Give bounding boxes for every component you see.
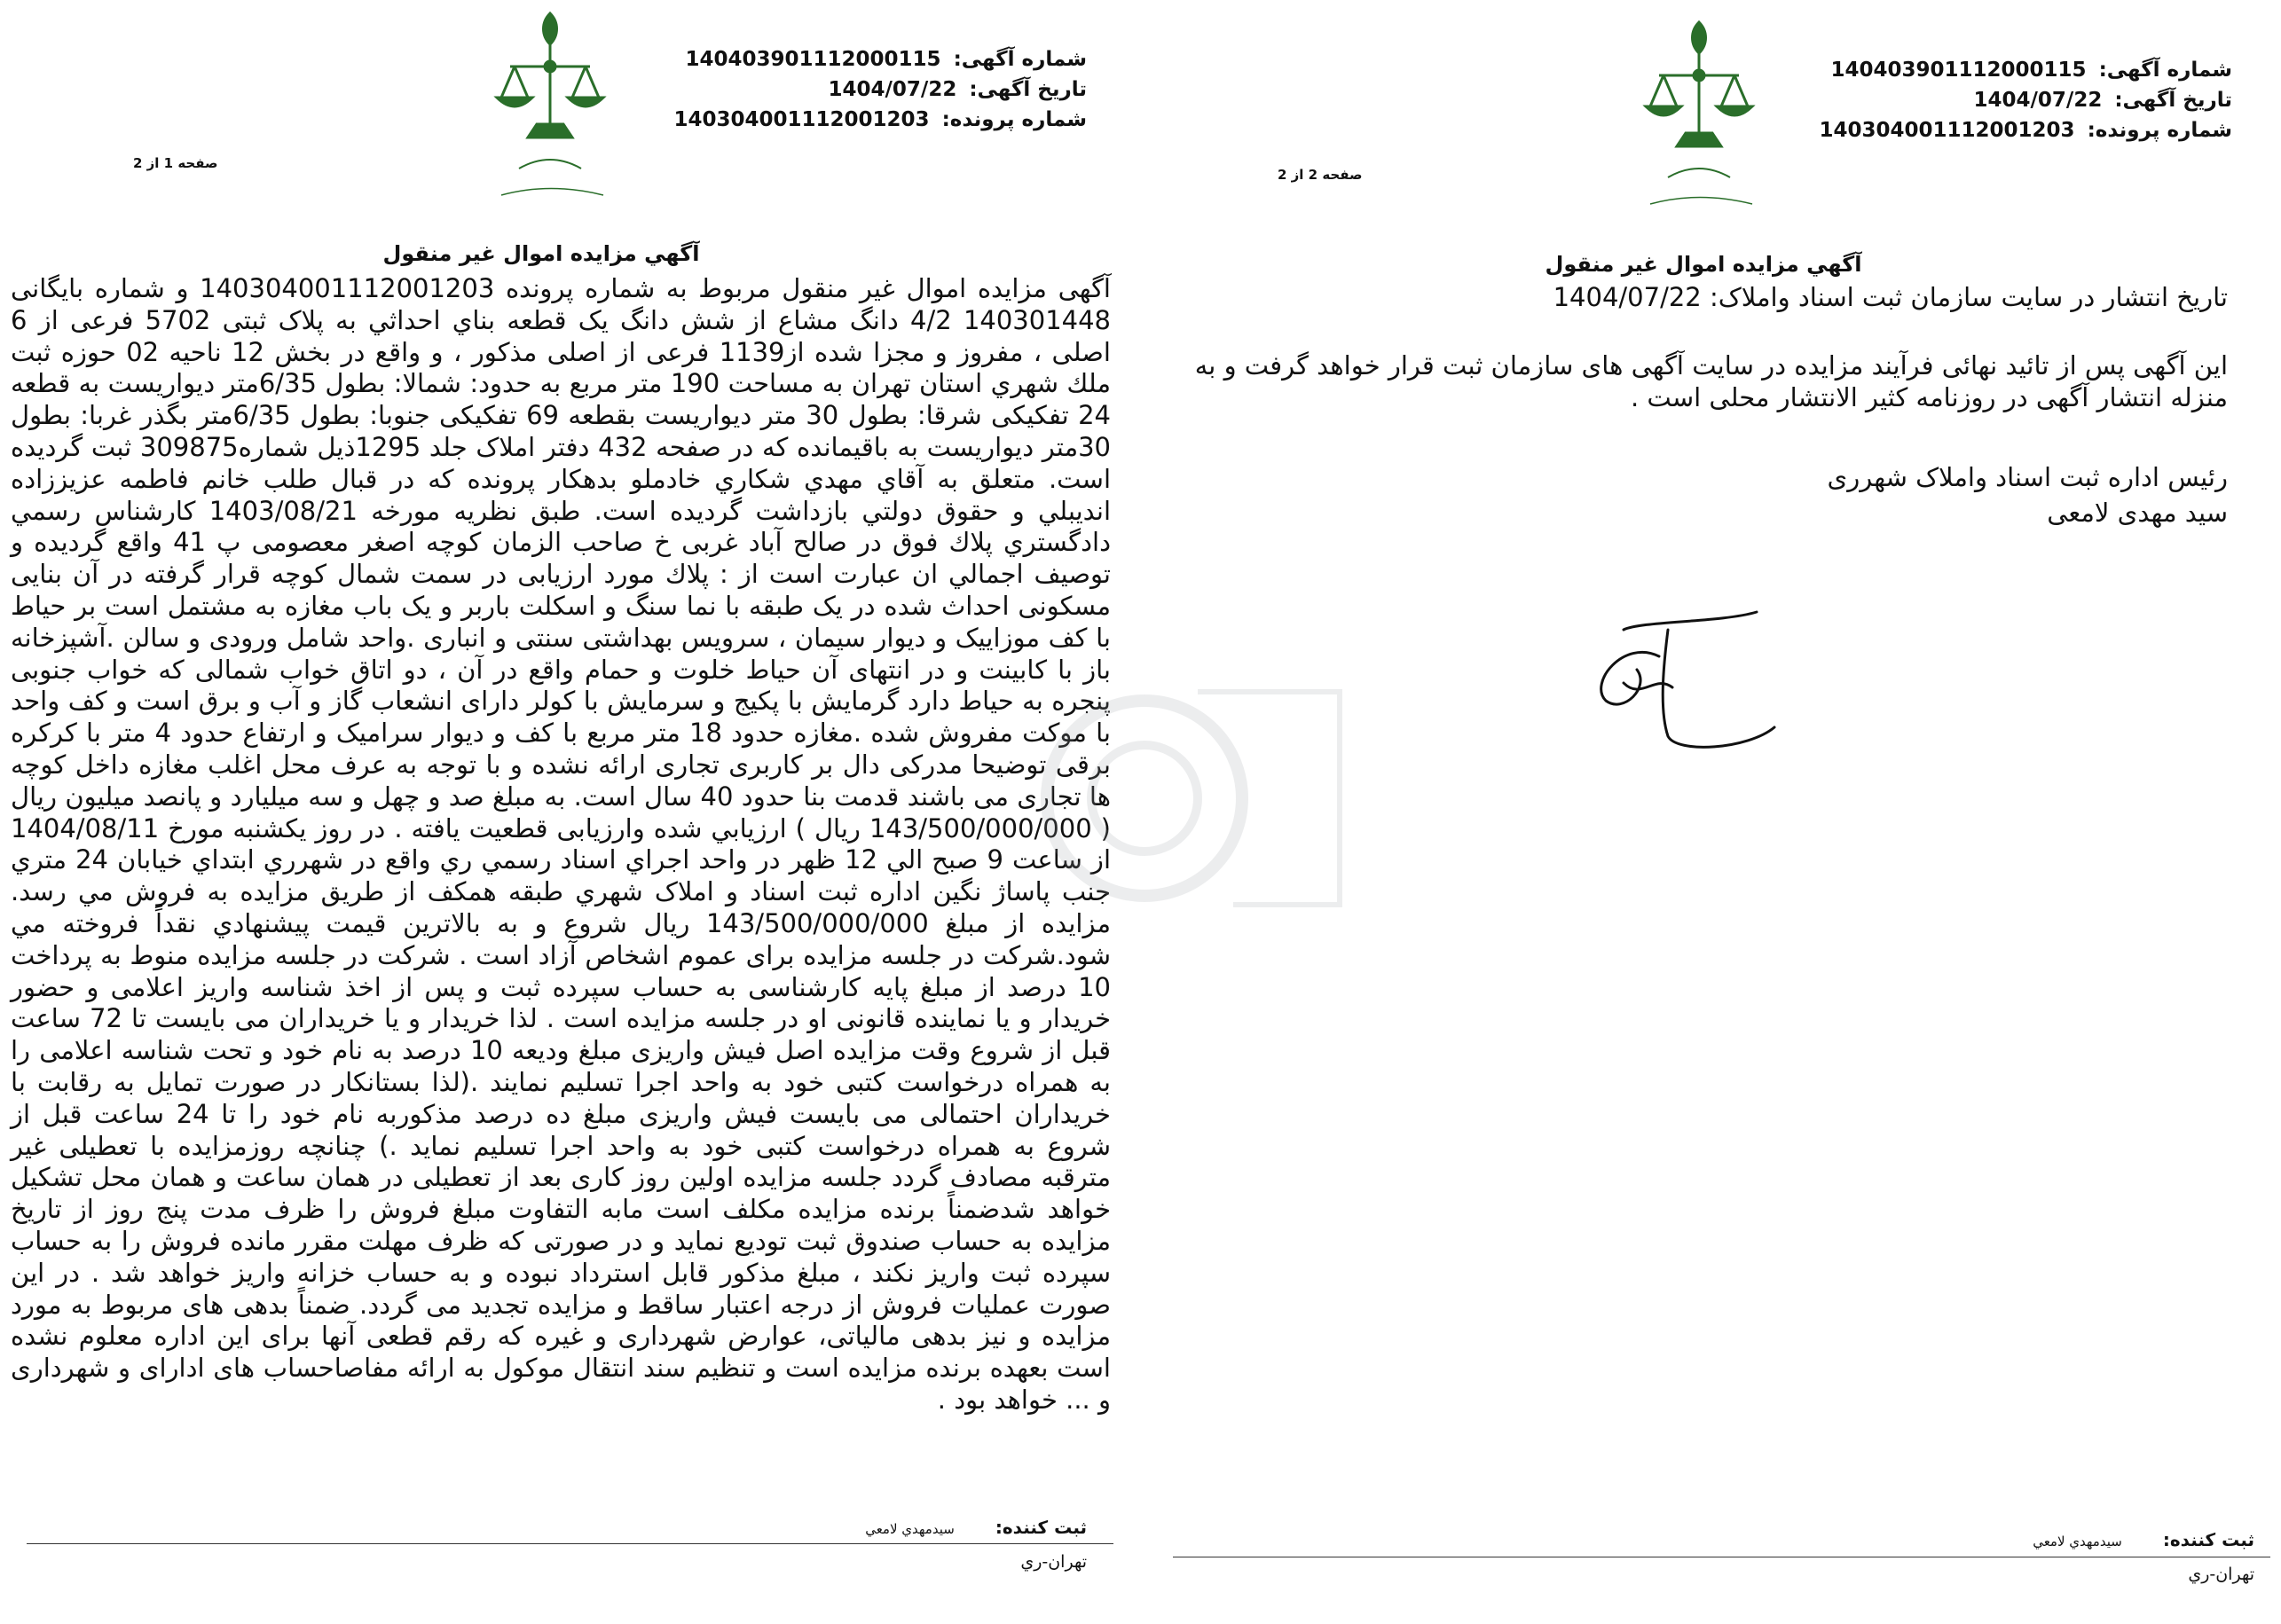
registrar-name: سیدمهدي لامعي	[865, 1521, 955, 1537]
footer-divider	[27, 1543, 1113, 1544]
ad-number-label: شماره آگهی:	[953, 48, 1087, 71]
case-number-row	[1819, 115, 2232, 145]
ad-number-row	[1819, 55, 2232, 85]
case-number: 140304001112001203	[673, 108, 930, 131]
registrar	[865, 1517, 1087, 1538]
case-number-label: شماره پرونده:	[2087, 119, 2232, 142]
ad-meta	[673, 44, 1087, 135]
ad-date-label: تاریخ آگهی:	[969, 78, 1087, 101]
auction-body-text: آگهی مزایده اموال غیر منقول مربوط به شماره پرونده 140304001112001203 و شماره بایگانی 140301448 4/2 دانگ مشاع از شش دانگ يک قطعه بناي احداثي به پلاک ثبتی 5702 فرعی از 6 اصلی ، مفروز و مجزا شده از1139 فرعی از اصلی مذکور ، و واقع در بخش 12 ناحيه 02 حوزه ثبت ملك شهري استان تهران به مساحت 190 متر مربع به حدود: شمالا: بطول 6/35متر ديواريست به قطعه 24 تفکيکی شرقا: بطول 30 متر ديواريست بقطعه 69 تفکيکی جنوبا: بطول 6/35متر بگذر غربا: بطول 30متر ديواريست به باقيمانده كه در صفحه 432 دفتر املاک جلد 1295ذيل شماره309875 ثبت گرديده است. متعلق به آقاي مهدي شکاري خادملو بدهكار پرونده كه در قبال طلب خانم فاطمه عزيززاده انديبلي و حقوق دولتي بازداشت گرديده است. طبق نظریه مورخه 1403/08/21 کارشناس رسمي دادگستري پلاك فوق در صالح آباد غربی خ صاحب الزمان کوچه اصغر معصومی پ 41 واقع گرديده و توصيف اجمالي ان عبارت است از : پلاك مورد ارزیابی در سمت شمال کوچه قرار گرفته در آن بنایی مسکونی احداث شده در یک طبقه با نما سنگ و اسکلت باربر و یک باب مغازه به مشتمل است بر حیاط با کف موزاییک و دیوار سیمان ، سرویس بهداشتی سنتی و انباری .واحد شامل ورودی و سالن .آشپزخانه باز با کابینت و در انتهای آن حیاط خلوت و حمام واقع در آن ، دو اتاق خواب شمالی که خواب جنوبی پنجره به حیاط دارد گرمایش با پکیج و سرمایش با کولر دارای انشعاب گاز و آب و برق است و کف واحد با موکت مفروش شده .مغازه حدود 18 متر مربع با کف و دیوار سرامیک و ارتفاع حدود 4 متر با کرکره برقی توضیحا مدرکی دال بر کاربری تجاری ارائه نشده و با توجه به عرف محل اغلب مغازه داخل کوچه ها تجاری می باشند قدمت بنا حدود 40 سال است. به مبلغ صد و چهل و سه ميليارد و پانصد ميليون ريال ( 143/500/000/000 ريال ) ارزيابي شده وارزيابی قطعيت يافته . در روز يکشنبه مورخ 1404/08/11 از ساعت 9 صبح الي 12 ظهر در واحد اجراي اسناد رسمي ري واقع در شهرري ابتداي خيابان 24 متري جنب پاساژ نگين اداره ثبت اسناد و املاک شهري طبقه همکف از طريق مزايده به فروش مي رسد. مزايده از مبلغ 143/500/000/000 ريال شروع و به بالاترين قيمت پيشنهادي نقداً فروخته مي شود.شرکت در جلسه مزايده برای عموم اشخاص آزاد است . شرکت در جلسه مزایده منوط به پرداخت 10 درصد از مبلغ پایه کارشناسی به حساب سپرده ثبت و پس از اخذ شناسه واریز اعلامی و حضور خریدار و یا نماینده قانونی او در جلسه مزایده است . لذا خریدار و یا خریداران می بایست تا 72 ساعت قبل از شروع وقت مزایده اصل فیش واریزی مبلغ ودیعه 10 درصد به نام خود و تحت شناسه اعلامی را به همراه درخواست کتبی خود به واحد اجرا تسلیم نمایند .(لذا بستانکار در صورت تمایل به رقابت با خریداران احتمالی می بایست فیش واریزی مبلغ ده درصد مذکوربه نام خود را تا 24 ساعت قبل از شروع به همراه درخواست کتبی خود به واحد اجرا تسلیم نماید .) چنانچه روزمزایده با تعطیلی غیر مترقبه مصادف گردد جلسه مزایده اولین روز کاری بعد از تعطیلی در همان ساعت و همان محل تشکیل خواهد شدضمناً برنده مزایده مکلف است مابه التفاوت مبلغ فروش را ظرف مدت پنج روز از تاریخ مزایده به حساب صندوق ثبت تودیع نماید و در صورتی که ظرف مهلت مقرر مانده فروش را به حساب سپرده ثبت واریز نکند ، مبلغ مذکور قابل استرداد نبوده و به حساب خزانه واریز خواهد شد . در این صورت عملیات فروش از درجه اعتبار ساقط و مزایده تجدید می گردد. ضمناً بدهی های مربوط به مورد مزایده و نیز بدهی مالیاتی، عوارض شهرداری و غیره که رقم قطعی آنها برای این اداره معلوم نشده است بعهده برنده مزایده است و تنظیم سند انتقال موکول به ارائه مفاصاحساب های ادارای و شهرداری و ... خواهد بود .	[11, 273, 1112, 1415]
publication-notice: این آگهی پس از تائید نهائی فرآیند مزایده در سایت آگهی های سازمان ثبت قرار خواهد گرفت و به منزله انتشار آگهی در روزنامه کثیر الانتشار محلی است .	[1194, 350, 2228, 412]
registrar-label: ثبت كننده:	[995, 1517, 1087, 1538]
ad-date-row	[673, 75, 1087, 105]
signatory-name: سید مهدی لامعی	[2047, 498, 2228, 528]
page-1	[0, 0, 1122, 1624]
ad-meta	[1819, 55, 2232, 145]
registrar	[2033, 1529, 2254, 1550]
location: تهران-ري	[2188, 1565, 2254, 1584]
judiciary-emblem-icon	[470, 4, 630, 208]
page-title: آگهي مزايده اموال غير منقول	[1545, 252, 1862, 277]
case-number-label: شماره پرونده:	[941, 108, 1087, 131]
location: تهران-ري	[1020, 1552, 1087, 1572]
page-number: صفحه 2 از 2	[1278, 167, 1363, 183]
page-title: آگهي مزايده اموال غير منقول	[382, 241, 700, 266]
judiciary-emblem-icon	[1619, 13, 1779, 217]
ad-number: 140403901112000115	[1830, 59, 2087, 82]
ad-number: 140403901112000115	[685, 48, 941, 71]
case-number-row	[673, 105, 1087, 135]
registrar-label: ثبت كننده:	[2162, 1529, 2254, 1550]
ad-number-label: شماره آگهی:	[2098, 59, 2232, 82]
signatory-block	[1154, 459, 2228, 530]
ad-date-row	[1819, 85, 2232, 115]
page-number: صفحه 1 از 2	[133, 155, 218, 171]
ad-number-row	[673, 44, 1087, 75]
ad-date: 1404/07/22	[1973, 89, 2103, 112]
ad-date-label: تاریخ آگهی:	[2114, 89, 2232, 112]
publish-date-line: تاریخ انتشار در سایت سازمان ثبت اسناد واملاک: 1404/07/22	[1553, 282, 2228, 312]
page-2	[1153, 0, 2281, 1624]
registrar-name: سیدمهدي لامعي	[2033, 1534, 2122, 1549]
case-number: 140304001112001203	[1819, 119, 2075, 142]
signature-icon	[1570, 603, 1801, 781]
ad-date: 1404/07/22	[828, 78, 957, 101]
signatory-title: رئیس اداره ثبت اسناد واملاک شهرری	[1827, 462, 2228, 492]
